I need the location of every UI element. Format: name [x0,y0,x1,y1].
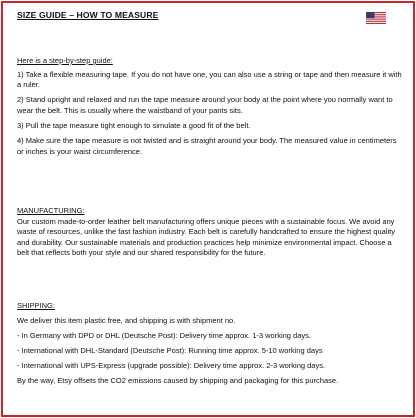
shipping-line-1: We deliver this item plastic free, and shipping is with shipment no. [17,316,236,326]
shipping-line-4: - International with UPS-Express (upgrade possible): Delivery time approx. 2-3 working days. [17,361,326,371]
shipping-heading: SHIPPING: [17,301,55,310]
guide-step-4: 4) Make sure the tape measure is not twisted and is straight around your body. The measured value in centimeters or inches is your waist circumference. [17,136,397,156]
shipping-line-2: - In Germany with DPD or DHL (Deutsche Post): Delivery time approx. 1-3 working days. [17,331,311,341]
shipping-line-3: - International with DHL-Standard (Deutsche Post): Running time approx. 5-10 working days [17,346,323,356]
guide-step-3: 3) Pull the tape measure tight enough to simulate a good fit of the belt. [17,120,251,130]
guide-step-2: 2) Stand upright and relaxed and run the tape measure around your body at the point where you normally want to wear the belt. This is usually where the waistband of your pants sits. [17,95,393,115]
manufacturing-text: Our custom made-to-order leather belt manufacturing offers unique pieces with a sustainable focus. We avoid any waste of resources, unlike the fast fashion industry. Each belt is carefully handcrafted to ensure the highest quality and durability. Our sustainable materials and production practices help minimize environmental impact. Choose a belt that reflects both your style and our shared responsibility for the future. [17,216,395,258]
guide-step-1: 1) Take a flexible measuring tape. If you do not have one, you can also use a string or tape and then measure it with a ruler. [17,69,402,90]
guide-heading: Here is a step-by-step guide: [17,56,113,65]
page-title: SIZE GUIDE – HOW TO MEASURE [17,10,159,20]
shipping-line-5: By the way, Etsy offsets the CO2 emissions caused by shipping and packaging for this purchase. [17,376,339,386]
manufacturing-heading: MANUFACTURING: [17,206,85,215]
us-flag-icon [366,12,386,24]
measuring-guide-section [17,56,404,157]
manufacturing-section [17,206,404,259]
shipping-section [17,301,404,387]
